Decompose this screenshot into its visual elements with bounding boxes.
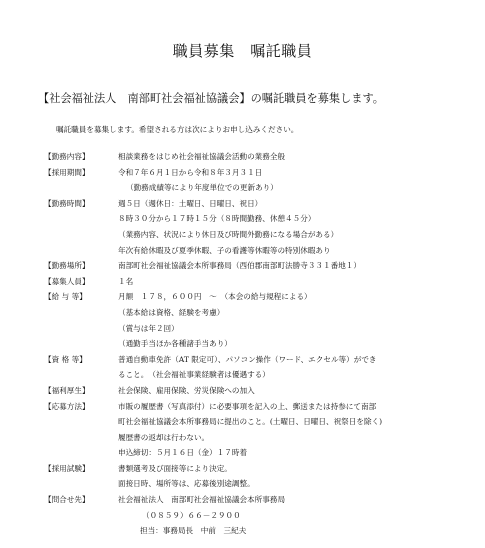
- row-value: （基本給は資格、経験を考慮）: [118, 307, 225, 317]
- row-qualifications: [44, 352, 482, 383]
- row-value: 書類選考及び面接等により決定。: [118, 463, 232, 473]
- row-value: 令和７年６月１日から令和８年３月３１日: [118, 167, 263, 177]
- row-label: 【資 格 等】: [44, 354, 87, 364]
- row-value: 社会保険、雇用保険、労災保険への加入: [118, 385, 255, 395]
- row-label: 【採用試験】: [44, 463, 90, 473]
- row-value: 週５日（週休日：土曜日、日曜日、祝日）: [118, 198, 263, 208]
- row-value: （賞与は年２回）: [118, 323, 179, 333]
- details-list: [44, 149, 482, 539]
- row-value: （勤務成績等により年度単位での更新あり）: [126, 183, 278, 193]
- row-label: 【募集人員】: [44, 276, 90, 286]
- row-contact: [44, 492, 482, 539]
- row-value: （業務内容、状況により休日及び時間外勤務になる場合がある）: [118, 229, 339, 239]
- row-openings: [44, 274, 482, 290]
- row-label: 【問合せ先】: [44, 495, 90, 505]
- row-value: 相談業務をはじめ社会福祉協議会活動の業務全般: [118, 152, 286, 161]
- row-value: 面接日時、場所等は、応募後別途調整。: [118, 479, 255, 489]
- headline: 【社会福祉法人 南部町社会福祉協議会】の嘱託職員を募集します。: [38, 92, 384, 105]
- row-value: （通勤手当ほか各種諸手当あり）: [118, 339, 232, 349]
- row-value: 申込締切：５月１６日（金）１７時着: [118, 448, 248, 458]
- row-label: 【福利厚生】: [44, 385, 90, 395]
- row-value: 履歴書の返却は行わない。: [118, 432, 210, 442]
- row-selection: [44, 461, 482, 492]
- row-value: 月額 １７８，６００円 ～ （本会の給与規程による）: [118, 292, 312, 302]
- row-value: １名: [118, 276, 134, 286]
- row-label: 【勤務場所】: [44, 261, 90, 271]
- row-value: 年次有給休暇及び夏季休暇、子の看護等休暇等の特別休暇あり: [118, 245, 331, 255]
- row-label: 【勤務時間】: [44, 198, 90, 208]
- row-work-hours: [44, 196, 482, 258]
- row-value: 市販の履歴書（写真添付）に必要事項を記入の上、郵送または持参にて南部: [118, 401, 377, 411]
- row-work-location: [44, 258, 482, 274]
- row-value: ８時３０分から１７時１５分（８時間勤務、休憩４５分）: [118, 214, 316, 224]
- contact-organization: 社会福祉法人 南部町社会福祉協議会本所事務局: [118, 495, 286, 505]
- row-benefits: [44, 383, 482, 399]
- row-label: 【給 与 等】: [44, 292, 87, 302]
- row-salary: [44, 289, 482, 351]
- row-application-method: [44, 399, 482, 461]
- row-label: 【勤務内容】: [44, 152, 90, 161]
- row-value: 南部町社会福祉協議会本所事務局（西伯郡南部町法勝寺３３１番地１）: [118, 261, 361, 271]
- row-employment-period: [44, 165, 482, 196]
- row-value: ること。 （社会福祉事業経験者は優遇する）: [118, 370, 270, 380]
- row-work-content: [44, 149, 482, 165]
- intro-text: 嘱託職員を募集します。希望される方は次によりお申し込みください。: [56, 125, 299, 134]
- page-title: 職員募集 嘱託職員: [172, 42, 313, 60]
- row-value: 町社会福祉協議会本所事務局に提出のこと。(土曜日、日曜日、祝祭日を除く): [118, 417, 383, 427]
- contact-person: 担当：事務局長 中前 三紀夫: [140, 526, 247, 536]
- row-label: 【応募方法】: [44, 401, 90, 411]
- row-label: 【採用期間】: [44, 167, 90, 177]
- contact-phone: （０８５９）６６－２９００: [142, 510, 241, 520]
- row-value: 普通自動車免許（AT 限定可）、パソコン操作（ワード、エクセル等）ができ: [118, 354, 377, 364]
